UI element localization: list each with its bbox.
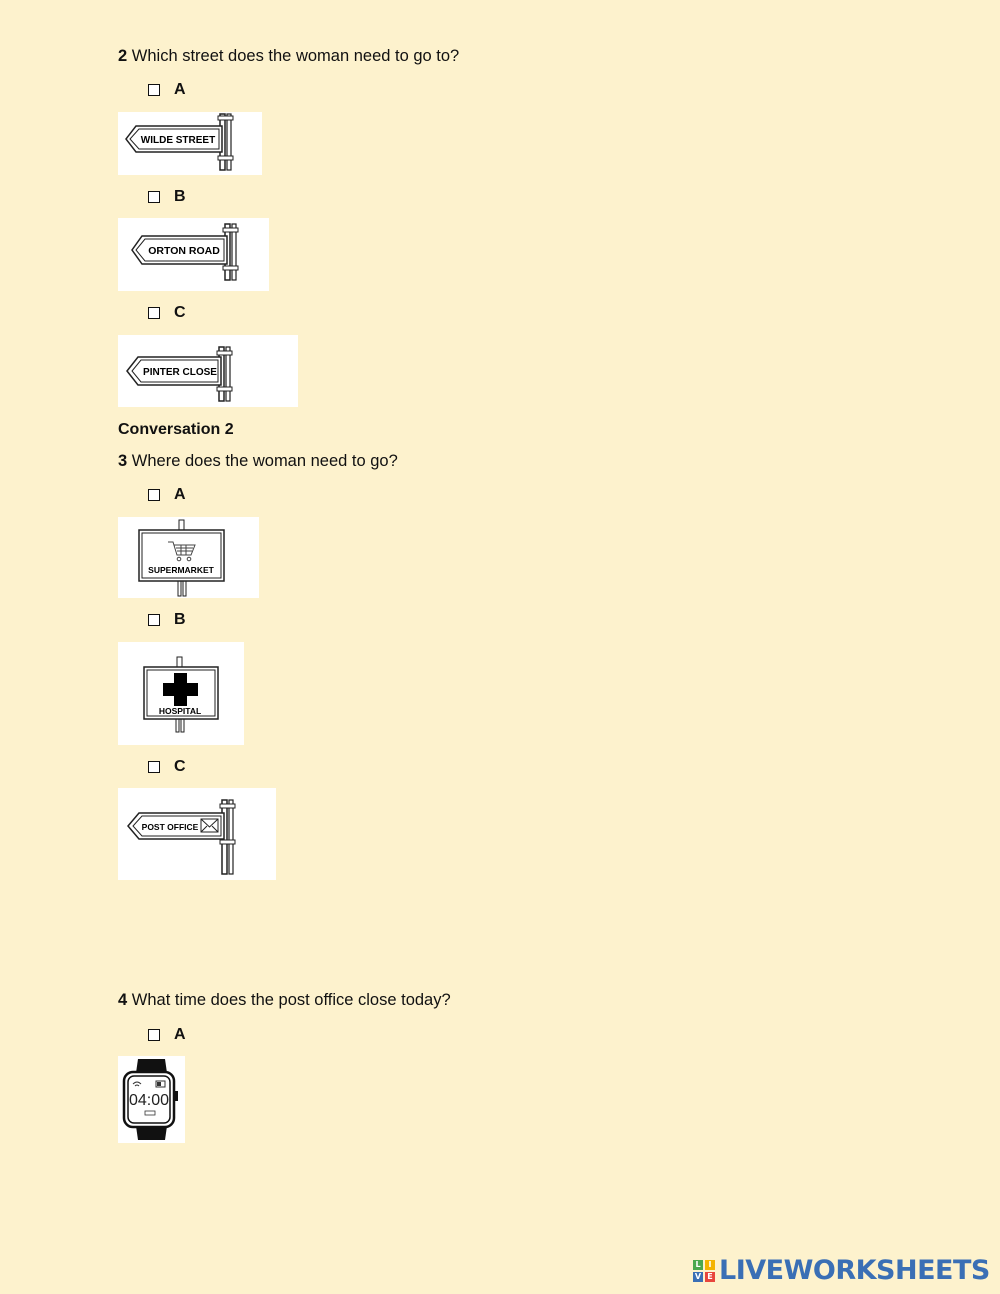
sign-label: ORTON ROAD: [148, 245, 220, 257]
logo-text: LIVEWORKSHEETS: [719, 1255, 990, 1286]
option-letter: B: [174, 188, 186, 205]
logo-letter: V: [694, 1272, 702, 1281]
checkbox[interactable]: [148, 489, 160, 501]
sign-label: POST OFFICE: [141, 822, 199, 832]
question-number: 2: [118, 47, 128, 65]
question-text: Which street does the woman need to go to?: [131, 47, 460, 65]
option-letter: A: [174, 486, 186, 503]
checkbox[interactable]: [148, 1029, 160, 1041]
checkbox[interactable]: [148, 614, 160, 626]
logo-letter: I: [705, 1260, 715, 1270]
question-number: 3: [118, 452, 128, 470]
question-text: Where does the woman need to go?: [131, 452, 398, 470]
option-letter: A: [174, 81, 186, 98]
street-sign-image-c: [118, 335, 298, 407]
option-letter: B: [174, 611, 186, 628]
sign-label: HOSPITAL: [158, 706, 202, 716]
envelope-icon: [201, 819, 218, 832]
option-letter: A: [174, 1026, 186, 1043]
option-4a[interactable]: [148, 1026, 186, 1044]
watch-time: 04:00: [128, 1092, 170, 1109]
supermarket-sign-image: [118, 517, 259, 598]
option-2c[interactable]: [148, 304, 186, 322]
liveworksheets-logo: [693, 1255, 990, 1286]
option-3b[interactable]: [148, 611, 186, 629]
smartwatch-image: [118, 1056, 185, 1143]
street-sign-image-b: [118, 218, 269, 291]
hospital-sign-image: [118, 642, 244, 745]
post-office-sign-image: [118, 788, 276, 880]
sign-label: WILDE STREET: [140, 135, 216, 146]
checkbox[interactable]: [148, 191, 160, 203]
logo-blocks: [693, 1260, 715, 1282]
checkbox[interactable]: [148, 307, 160, 319]
smartwatch-icon: [118, 1056, 185, 1143]
question-text: What time does the post office close today?: [131, 991, 451, 1009]
checkbox[interactable]: [148, 84, 160, 96]
sign-label: PINTER CLOSE: [143, 367, 217, 378]
option-3c[interactable]: [148, 758, 186, 776]
question-3: [118, 452, 398, 471]
option-3a[interactable]: [148, 486, 186, 504]
logo-letter: E: [705, 1272, 715, 1282]
street-sign-image-a: [118, 112, 262, 175]
question-2: [118, 47, 459, 66]
question-4: [118, 991, 451, 1010]
option-letter: C: [174, 304, 186, 321]
option-2b[interactable]: [148, 188, 186, 206]
logo-letter: L: [693, 1260, 703, 1270]
option-2a[interactable]: [148, 81, 186, 99]
sign-label: SUPERMARKET: [148, 565, 214, 575]
option-letter: C: [174, 758, 186, 775]
section-heading: Conversation 2: [118, 421, 234, 438]
question-number: 4: [118, 991, 128, 1009]
checkbox[interactable]: [148, 761, 160, 773]
